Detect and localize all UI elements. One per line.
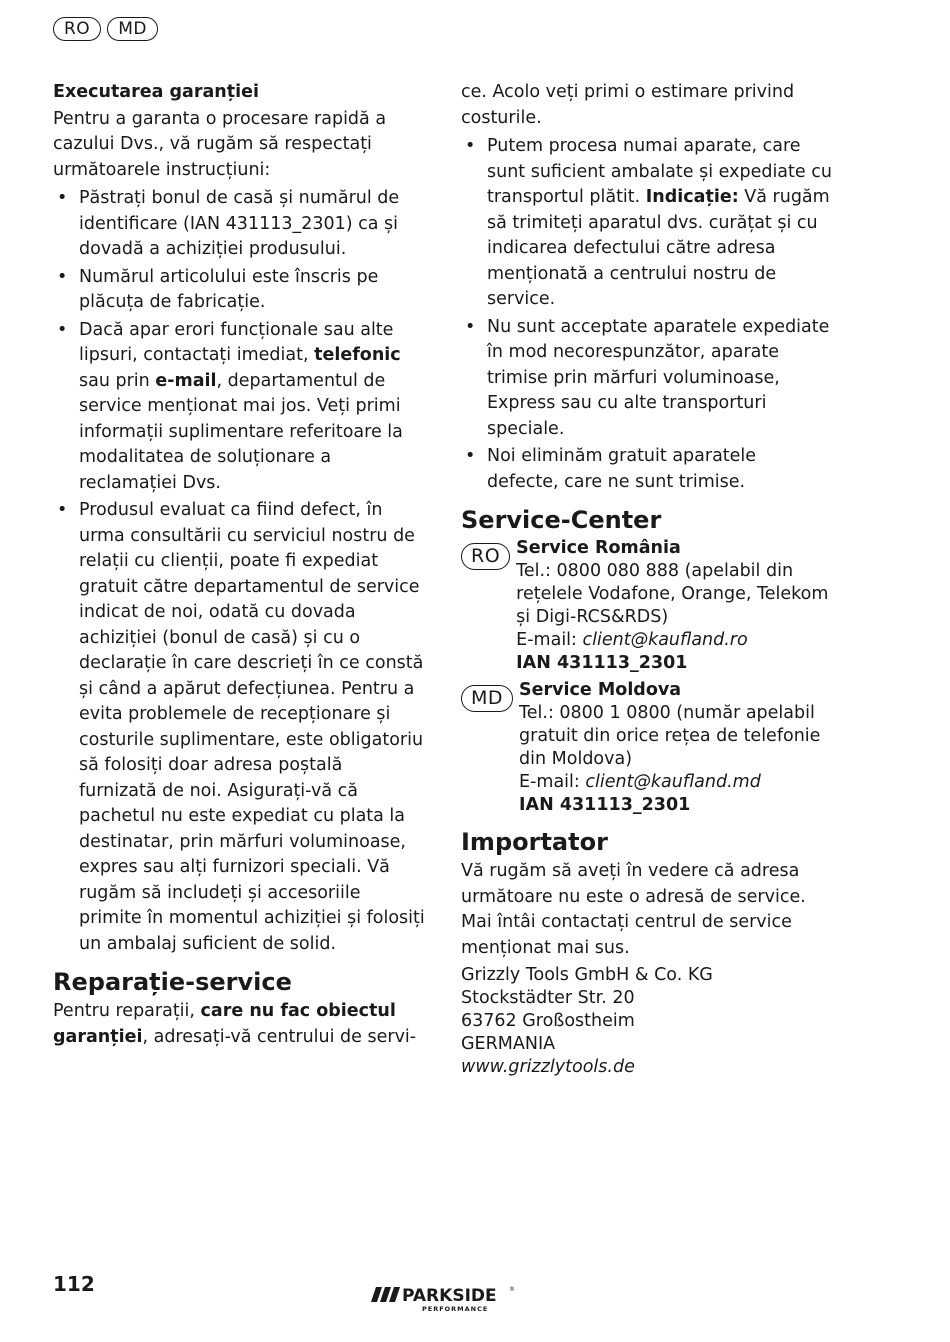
text: Dacă apar erori funcționale sau alte lipsuri, contactați imediat, xyxy=(79,319,394,365)
page-number: 112 xyxy=(53,1272,95,1296)
badge-md: MD xyxy=(107,17,158,41)
warranty-intro: Pentru a garanta o procesare rapidă a cazului Dvs., vă rugăm să respectați următoarele instrucțiuni: xyxy=(53,108,387,180)
text: , adresați-vă centrului de servi- xyxy=(142,1026,417,1047)
service-romania-details xyxy=(516,537,833,675)
badge-md: MD xyxy=(461,685,513,712)
service-email-line xyxy=(519,771,833,794)
text: Vă rugăm să trimiteți aparatul dvs. curățat și cu indicarea defectului către adresa menționată a centrului nostru de service. xyxy=(487,187,830,309)
service-moldova xyxy=(461,679,833,817)
badge-ro: RO xyxy=(461,543,510,570)
website-link[interactable]: www.grizzlytools.de xyxy=(461,1057,635,1077)
service-moldova-details xyxy=(519,679,833,817)
address-line: Grizzly Tools GmbH & Co. KG xyxy=(461,965,713,985)
list-item: • Nu sunt acceptate aparatele expediate în mod necorespunzător, aparate trimise prin mărfuri voluminoase, Express sau cu alte transporturi speciale. xyxy=(461,315,833,443)
list-item: • Păstrați bonul de casă și numărul de identificare (IAN 431113_2301) ca și dovadă a achiziției produsului. xyxy=(53,186,425,263)
address-line: GERMANIA xyxy=(461,1034,556,1054)
email-link[interactable]: client@kaufland.ro xyxy=(582,630,748,650)
warranty-title: Executarea garanției xyxy=(53,82,259,102)
service-romania xyxy=(461,537,833,675)
text: , departamentul de service menționat mai jos. Veți primi informații suplimentare referitoare la modalitatea de soluționare a reclamației Dvs. xyxy=(79,370,403,493)
service-ian: IAN 431113_2301 xyxy=(516,653,688,673)
service-email-line xyxy=(516,629,833,652)
service-center-title: Service-Center xyxy=(461,506,662,534)
logo-text: PARKSIDE xyxy=(402,1286,497,1306)
text: Putem procesa numai aparate, care sunt suficient ambalate și expediate cu transportul plătit. xyxy=(487,136,832,207)
importer-address xyxy=(461,964,833,1079)
repair-emphasis: care nu fac obiectul garanției xyxy=(53,1001,396,1047)
warranty-list xyxy=(53,186,425,957)
service-name: Service România xyxy=(516,538,681,558)
logo-subtext: PERFORMANCE xyxy=(422,1305,489,1313)
address-line: Stockstädter Str. 20 xyxy=(461,988,635,1008)
shipping-list xyxy=(461,134,833,495)
repair-text xyxy=(53,999,425,1050)
importer-text: Vă rugăm să aveți în vedere că adresa următoare nu este o adresă de service. Mai întâi contactați centrul de service menționat mai sus. xyxy=(461,861,806,958)
list-item: • Noi eliminăm gratuit aparatele defecte, care ne sunt trimise. xyxy=(461,444,833,495)
logo-registered: ® xyxy=(509,1286,515,1293)
service-phone: Tel.: 0800 1 0800 (număr apelabil gratuit din orice rețea de telefonie din Moldova) xyxy=(519,703,821,769)
service-phone: Tel.: 0800 080 888 (apelabil din rețelele Vodafone, Orange, Telekom și Digi-RCS&RDS) xyxy=(516,561,829,627)
badge-ro: RO xyxy=(53,17,101,41)
phone-emphasis: telefonic xyxy=(314,345,401,365)
list-item: • Numărul articolului este înscris pe plăcuța de fabricație. xyxy=(53,265,425,316)
text: sau prin xyxy=(79,370,156,391)
service-ian: IAN 431113_2301 xyxy=(519,795,691,815)
list-item xyxy=(53,318,425,497)
note-emphasis: Indicație: xyxy=(645,187,739,207)
language-badges xyxy=(53,17,158,41)
text: Pentru reparații, xyxy=(53,1001,201,1021)
importer-title: Importator xyxy=(461,828,608,856)
left-column xyxy=(53,80,425,1053)
address-line: 63762 Großostheim xyxy=(461,1011,635,1031)
parkside-logo xyxy=(369,1280,519,1316)
list-item: • Produsul evaluat ca fiind defect, în urma consultării cu serviciul nostru de relații cu clienții, poate fi expediat gratuit către departamentul de service indicat de noi, odată cu dovada achiziției (bonul de casă) și cu o declarație în care descrieți în ce constă și când a apărut defecțiunea. Pentru a evita problemele de recepționare și costurile suplimentare, este obligatoriu să folosiți doar adresa poștală furnizată de noi. Asigurați-vă că pachetul nu este expediat cu plata la destinatar, prin mărfuri voluminoase, expres sau alți furnizori speciali. Vă rugăm să includeți și accesoriile primite în momentul achiziției și folosiți un ambalaj suficient de solid. xyxy=(53,498,425,957)
email-link[interactable]: client@kaufland.md xyxy=(585,772,761,792)
service-name: Service Moldova xyxy=(519,680,682,700)
email-label: E-mail: xyxy=(519,772,586,792)
logo-stripes-icon xyxy=(369,1280,519,1316)
repair-continuation: ce. Acolo veți primi o estimare privind costurile. xyxy=(461,82,795,128)
right-column xyxy=(461,80,833,1079)
email-emphasis: e-mail xyxy=(155,370,217,391)
list-item xyxy=(461,134,833,313)
repair-title: Reparație-service xyxy=(53,968,292,996)
email-label: E-mail: xyxy=(516,630,583,650)
